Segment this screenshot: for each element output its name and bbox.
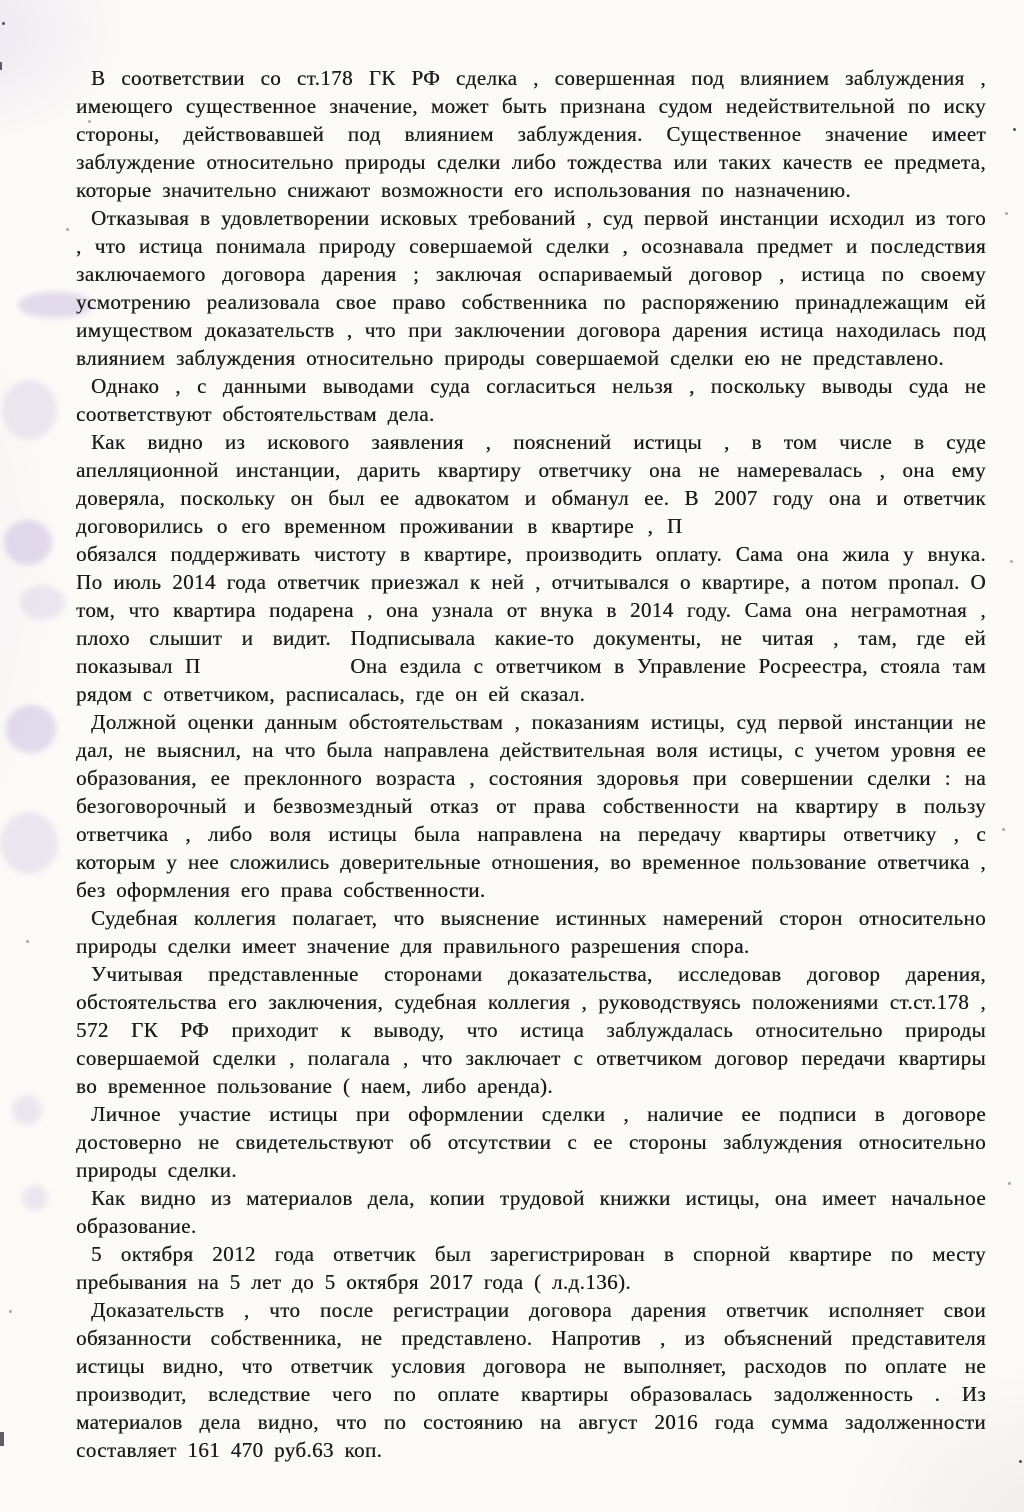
bleed-through-mark [4, 520, 52, 565]
scan-edge-mark [0, 1432, 4, 1446]
redacted-name-gap [696, 532, 986, 533]
scan-speck [1005, 212, 1008, 215]
scan-speck [1013, 128, 1016, 131]
scan-speck [9, 1310, 12, 1313]
paragraph [76, 1296, 986, 1464]
paragraph [76, 372, 986, 428]
bleed-through-mark [2, 380, 57, 440]
paragraph-text: Личное участие истицы при оформлении сделки , наличие ее подписи в договоре достоверно не свидетельствуют об отсутствии с ее стороны заблуждения относительно природы сделки. [76, 1102, 986, 1182]
scan-edge-mark [0, 62, 2, 70]
paragraph-text: Учитывая представленные сторонами доказательства, исследовав договор дарения, обстоятельства его заключения, судебная коллегия , руководствуясь положениями ст.ст.178 , 572 ГК РФ приходит к выводу, что истица заблуждалась относительно природы совершаемой сделки , полагала , что заключает с ответчиком договор передачи квартиры во временное пользование ( наем, либо аренда). [76, 962, 986, 1098]
scan-speck [1002, 828, 1005, 831]
paragraph-text: Отказывая в удовлетворении исковых требований , суд первой инстанции исходил из того , что истица понимала природу совершаемой сделки , осознавала предмет и последствия заключаемого договора дарения ; заключая оспариваемый договор , истица по своему усмотрению реализовала свое право собственника по распоряжению принадлежащим ей имуществом доказательств , что при заключении договора дарения истица находилась под влиянием заблуждения относительно природы совершаемой сделки ею не представлено. [76, 206, 986, 370]
paragraph [76, 1240, 986, 1296]
bleed-through-mark [20, 585, 65, 620]
document-text [76, 64, 986, 1464]
paragraph-text: обязался поддерживать чистоту в квартире, производить оплату. Сама она жила у внука. По июль 2014 года ответчик приезжал к ней , отчитывался о квартире, а потом пропал. О том, что квартира подарена , она узнала от внука в 2014 году. Сама она неграмотная , плохо слышит и видит. Подписывала какие-то документы, не читая , там, где ей показывал П [76, 542, 986, 678]
scan-speck [1019, 1460, 1022, 1463]
paragraph [76, 64, 986, 204]
bleed-through-mark [22, 1185, 48, 1211]
scan-speck [26, 940, 29, 943]
redacted-name-gap [213, 672, 338, 673]
paragraph-text: Должной оценки данным обстоятельствам , показаниям истицы, суд первой инстанции не дал, не выяснил, на что была направлена действительная воля истицы, с учетом уровня ее образования, ее преклонного возраста , состояния здоровья при совершении сделки : на безоговорочный и безвозмездный отказ от права собственности на квартиру в пользу ответчика , либо воля истицы была направлена на передачу квартиры ответчику , с которым у нее сложились доверительные отношения, во временное пользование ответчика , без оформления его права собственности. [76, 710, 986, 902]
paragraph [76, 1100, 986, 1184]
paragraph-text: Однако , с данными выводами суда согласиться нельзя , поскольку выводы суда не соответствуют обстоятельствам дела. [76, 374, 986, 426]
bleed-through-mark [12, 1095, 42, 1125]
scan-speck [66, 228, 69, 231]
bleed-through-mark [0, 812, 58, 874]
paragraph-text: Как видно из материалов дела, копии трудовой книжки истицы, она имеет начальное образование. [76, 1186, 986, 1238]
paragraph [76, 708, 986, 904]
scan-speck [2, 22, 5, 25]
paragraph [76, 1184, 986, 1240]
paragraph-text: 5 октября 2012 года ответчик был зарегистрирован в спорной квартире по месту пребывания на 5 лет до 5 октября 2017 года ( л.д.136). [76, 1242, 986, 1294]
paragraph [76, 960, 986, 1100]
bleed-through-mark [6, 705, 56, 753]
scan-speck [1008, 1182, 1011, 1185]
paragraph [76, 204, 986, 372]
paragraph-text: Судебная коллегия полагает, что выяснение истинных намерений сторон относительно природы сделки имеет значение для правильного разрешения спора. [76, 906, 986, 958]
paragraph [76, 904, 986, 960]
paragraph-text: Доказательств , что после регистрации договора дарения ответчик исполняет свои обязанности собственника, не представлено. Напротив , из объяснений представителя истицы видно, что ответчик условия договора не выполняет, расходов по оплате не производит, вследствие чего по оплате квартиры образовалась задолженность . Из материалов дела видно, что по состоянию на август 2016 года сумма задолженности составляет 161 470 руб.63 коп. [76, 1298, 986, 1462]
paragraph-text: Как видно из искового заявления , пояснений истицы , в том числе в суде апелляционной инстанции, дарить квартиру ответчику она не намеревалась , она ему доверяла, поскольку он был ее адвокатом и обманул ее. В 2007 году она и ответчик договорились о его временном проживании в квартире , П [76, 430, 986, 538]
scan-speck [1010, 560, 1013, 563]
paragraph-text: Она ездила с ответчиком в Управление Росреестра, стояла там рядом с ответчиком, расписалась, где он ей сказал. [76, 654, 986, 706]
paragraph [76, 428, 986, 708]
paragraph-text: В соответствии со ст.178 ГК РФ сделка , совершенная под влиянием заблуждения , имеющего существенное значение, может быть признана судом недействительной по иску стороны, действовавшей под влиянием заблуждения. Существенное значение имеет заблуждение относительно природы сделки либо тождества или таких качеств ее предмета, которые значительно снижают возможности его использования по назначению. [76, 66, 986, 202]
